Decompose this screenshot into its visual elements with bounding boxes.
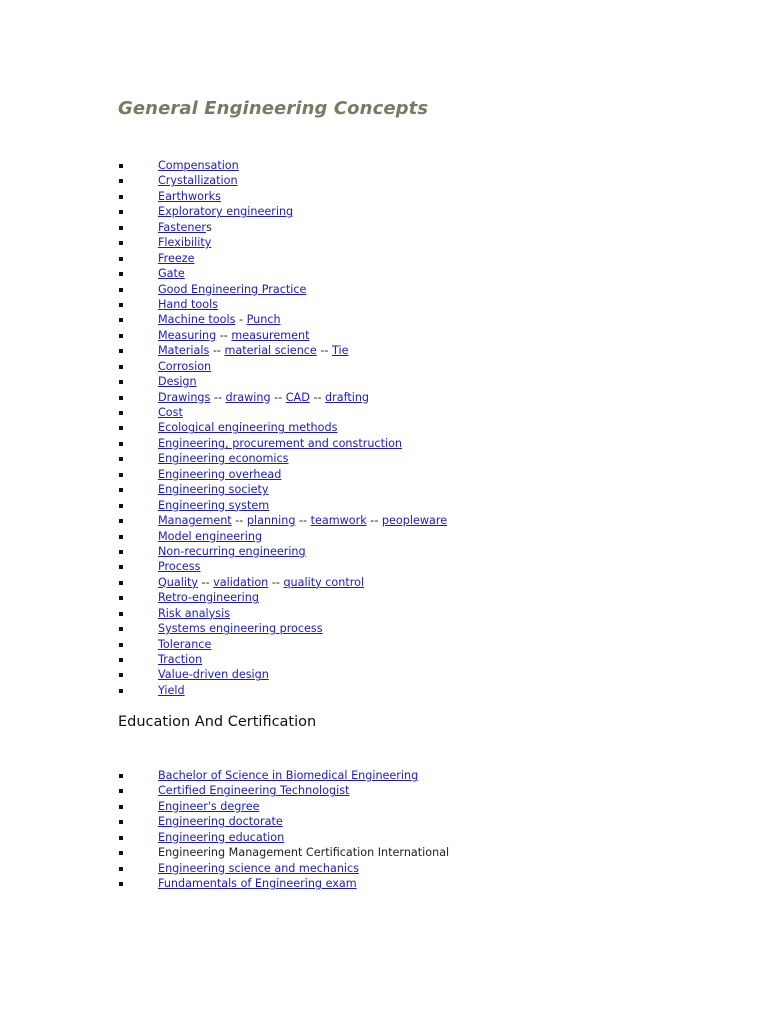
link-flexibility[interactable]: Flexibility — [158, 236, 212, 250]
link-risk-analysis[interactable]: Risk analysis — [158, 606, 231, 620]
bullet-icon — [119, 581, 123, 585]
bullet-icon — [119, 820, 123, 824]
separator: -- — [309, 390, 326, 404]
list-item — [118, 158, 447, 173]
link-engineering-procurement-and-construction[interactable]: Engineering, procurement and construction — [158, 436, 403, 450]
list-item — [118, 559, 447, 574]
link-value-driven-design[interactable]: Value-driven design — [158, 668, 269, 682]
list-item — [118, 251, 447, 266]
link-crystallization[interactable]: Crystallization — [158, 174, 238, 188]
link-exploratory-engineering[interactable]: Exploratory engineering — [158, 205, 294, 219]
link-planning[interactable]: planning — [246, 514, 296, 528]
bullet-icon — [119, 627, 123, 631]
link-freeze[interactable]: Freeze — [158, 251, 195, 265]
list-item — [118, 173, 447, 188]
bullet-icon — [119, 550, 123, 554]
list-item — [118, 235, 447, 250]
bullet-icon — [119, 789, 123, 793]
bullet-icon — [119, 673, 123, 677]
list-item — [118, 575, 447, 590]
separator: -- — [270, 390, 286, 404]
education-list — [118, 768, 449, 892]
list-item — [118, 374, 447, 389]
bullet-icon — [119, 303, 123, 307]
list-item — [118, 220, 447, 235]
link-earthworks[interactable]: Earthworks — [158, 189, 221, 203]
section-heading-education: Education And Certification — [118, 714, 317, 730]
list-item — [118, 683, 447, 698]
bullet-icon — [119, 488, 123, 492]
link-drawing[interactable]: drawing — [225, 390, 271, 404]
list-item — [118, 498, 447, 513]
bullet-icon — [119, 179, 123, 183]
link-non-recurring-engineering[interactable]: Non-recurring engineering — [158, 544, 306, 558]
list-item — [118, 544, 447, 559]
list-item — [118, 513, 447, 528]
bullet-icon — [119, 195, 123, 199]
list-item — [118, 606, 447, 621]
link-peopleware[interactable]: peopleware — [381, 514, 448, 528]
list-item — [118, 799, 449, 814]
list-item — [118, 667, 447, 682]
link-engineering-system[interactable]: Engineering system — [158, 498, 270, 512]
separator: -- — [197, 575, 214, 589]
list-item — [118, 814, 449, 829]
link-quality-control[interactable]: quality control — [283, 575, 365, 589]
link-engineer-s-degree[interactable]: Engineer's degree — [158, 799, 260, 813]
bullet-icon — [119, 851, 123, 855]
separator: - — [235, 313, 247, 327]
bullet-icon — [119, 426, 123, 430]
bullet-icon — [119, 612, 123, 616]
bullet-icon — [119, 519, 123, 523]
link-material-science[interactable]: material science — [224, 344, 317, 358]
link-engineering-education[interactable]: Engineering education — [158, 830, 285, 844]
list-item — [118, 861, 449, 876]
list-item — [118, 482, 447, 497]
link-punch[interactable]: Punch — [246, 313, 281, 327]
item-text: s — [205, 220, 212, 234]
bullet-icon — [119, 318, 123, 322]
link-hand-tools[interactable]: Hand tools — [158, 297, 219, 311]
bullet-icon — [119, 836, 123, 840]
bullet-icon — [119, 504, 123, 508]
list-item — [118, 768, 449, 783]
list-item — [118, 328, 447, 343]
bullet-icon — [119, 596, 123, 600]
bullet-icon — [119, 272, 123, 276]
link-tie[interactable]: Tie — [332, 344, 349, 358]
bullet-icon — [119, 442, 123, 446]
separator: -- — [210, 390, 226, 404]
link-drawings[interactable]: Drawings — [158, 390, 211, 404]
list-item — [118, 467, 447, 482]
list-item — [118, 312, 447, 327]
bullet-icon — [119, 565, 123, 569]
link-fastener[interactable]: Fastener — [158, 220, 206, 234]
link-model-engineering[interactable]: Model engineering — [158, 529, 263, 543]
list-item — [118, 204, 447, 219]
bullet-icon — [119, 226, 123, 230]
link-traction[interactable]: Traction — [158, 653, 203, 666]
list-item — [118, 436, 447, 451]
bullet-icon — [119, 535, 123, 539]
link-corrosion[interactable]: Corrosion — [158, 359, 212, 373]
list-item — [118, 297, 447, 312]
link-compensation[interactable]: Compensation — [158, 159, 239, 172]
bullet-icon — [119, 241, 123, 245]
bullet-icon — [119, 411, 123, 415]
separator: -- — [216, 328, 232, 342]
list-item — [118, 652, 447, 667]
list-item — [118, 590, 447, 605]
bullet-icon — [119, 164, 123, 168]
link-gate[interactable]: Gate — [158, 267, 185, 281]
item-text: Engineering Management Certification International — [158, 846, 450, 860]
list-item — [118, 359, 447, 374]
link-engineering-doctorate[interactable]: Engineering doctorate — [158, 815, 283, 829]
link-yield[interactable]: Yield — [158, 683, 185, 697]
list-item — [118, 876, 449, 891]
link-engineering-society[interactable]: Engineering society — [158, 483, 269, 497]
list-item — [118, 405, 447, 420]
link-validation[interactable]: validation — [213, 575, 269, 589]
bullet-icon — [119, 210, 123, 214]
bullet-icon — [119, 396, 123, 400]
link-engineering-science-and-mechanics[interactable]: Engineering science and mechanics — [158, 861, 359, 875]
link-management[interactable]: Management — [158, 514, 232, 528]
link-quality[interactable]: Quality — [158, 575, 198, 589]
separator: -- — [268, 575, 284, 589]
link-cost[interactable]: Cost — [158, 406, 183, 419]
separator: -- — [316, 344, 333, 358]
separator: -- — [366, 514, 382, 528]
list-item — [118, 266, 447, 281]
list-item — [118, 621, 447, 636]
link-design[interactable]: Design — [158, 375, 197, 389]
link-machine-tools[interactable]: Machine tools — [158, 313, 236, 327]
concepts-list — [118, 158, 447, 698]
list-item — [118, 282, 447, 297]
separator: -- — [231, 514, 247, 528]
list-item — [118, 390, 447, 405]
bullet-icon — [119, 805, 123, 809]
bullet-icon — [119, 380, 123, 384]
link-teamwork[interactable]: teamwork — [310, 514, 367, 528]
list-item — [118, 637, 447, 652]
list-item — [118, 189, 447, 204]
bullet-icon — [119, 334, 123, 338]
list-item — [118, 529, 447, 544]
bullet-icon — [119, 689, 123, 693]
separator: -- — [295, 514, 311, 528]
link-measurement[interactable]: measurement — [231, 328, 310, 342]
separator: -- — [209, 344, 225, 358]
link-systems-engineering-process[interactable]: Systems engineering process — [158, 622, 323, 636]
bullet-icon — [119, 257, 123, 261]
list-item — [118, 420, 447, 435]
bullet-icon — [119, 457, 123, 461]
link-retro-engineering[interactable]: Retro-engineering — [158, 591, 259, 605]
bullet-icon — [119, 882, 123, 886]
bullet-icon — [119, 643, 123, 647]
page-title: General Engineering Concepts — [118, 98, 429, 119]
list-item — [118, 845, 449, 860]
link-tolerance[interactable]: Tolerance — [158, 637, 212, 651]
link-materials[interactable]: Materials — [158, 344, 210, 358]
bullet-icon — [119, 473, 123, 477]
link-ecological-engineering-methods[interactable]: Ecological engineering methods — [158, 421, 338, 435]
link-good-engineering-practice[interactable]: Good Engineering Practice — [158, 282, 307, 296]
list-item — [118, 343, 447, 358]
bullet-icon — [119, 867, 123, 871]
link-process[interactable]: Process — [158, 560, 201, 574]
link-measuring[interactable]: Measuring — [158, 328, 217, 342]
link-engineering-economics[interactable]: Engineering economics — [158, 452, 289, 466]
link-drafting[interactable]: drafting — [325, 390, 370, 404]
list-item — [118, 830, 449, 845]
link-bachelor-of-science-in-biomedical-engineering[interactable]: Bachelor of Science in Biomedical Engineering — [158, 769, 419, 782]
link-engineering-overhead[interactable]: Engineering overhead — [158, 467, 282, 481]
bullet-icon — [119, 774, 123, 778]
bullet-icon — [119, 349, 123, 353]
link-certified-engineering-technologist[interactable]: Certified Engineering Technologist — [158, 784, 350, 798]
list-item — [118, 783, 449, 798]
bullet-icon — [119, 658, 123, 662]
list-item — [118, 451, 447, 466]
link-cad[interactable]: CAD — [285, 390, 310, 404]
bullet-icon — [119, 365, 123, 369]
link-fundamentals-of-engineering-exam[interactable]: Fundamentals of Engineering exam — [158, 877, 357, 891]
bullet-icon — [119, 288, 123, 292]
